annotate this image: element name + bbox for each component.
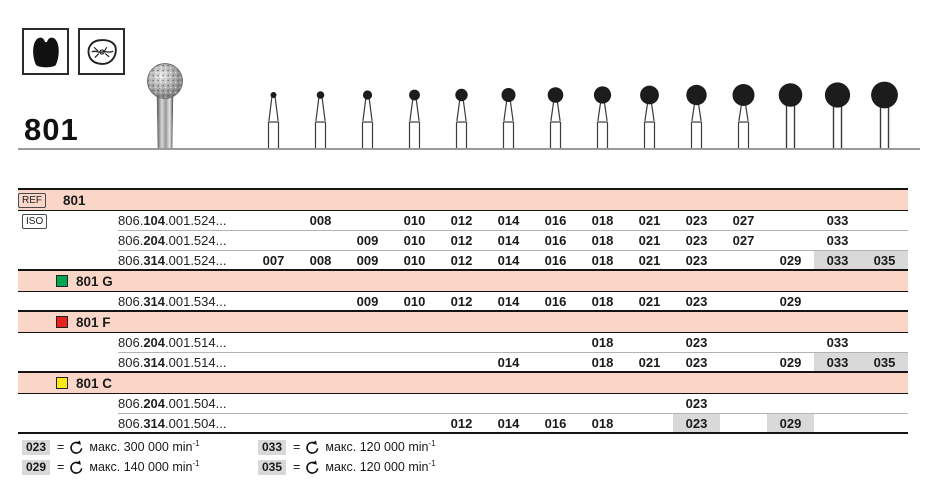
size-cell	[391, 353, 438, 371]
size-cell: 023	[685, 293, 708, 309]
size-cell: 016	[544, 293, 567, 309]
size-cell	[767, 211, 814, 231]
size-cell: 012	[450, 293, 473, 309]
iso-code-suffix: .001.504...	[165, 396, 227, 411]
iso-size-table	[18, 188, 908, 434]
row-label-cell	[18, 414, 118, 432]
size-cell	[720, 353, 767, 371]
iso-row	[18, 231, 908, 251]
iso-row	[18, 414, 908, 434]
size-cell: 009	[344, 231, 391, 251]
size-cell: 033	[814, 231, 861, 251]
iso-code-suffix: .001.524...	[165, 252, 227, 268]
color-code-square	[56, 316, 68, 328]
row-label-cell	[18, 333, 118, 353]
size-cell	[344, 394, 391, 414]
rotation-speed-icon	[69, 460, 84, 475]
iso-code	[118, 231, 250, 251]
size-cell	[626, 333, 673, 353]
size-cell	[532, 394, 579, 414]
size-cell: 018	[591, 293, 614, 309]
size-cell	[250, 353, 297, 371]
legend-text: макс. 120 000 $\min^{-1}$	[325, 439, 436, 455]
size-cell	[767, 394, 814, 414]
iso-row	[18, 353, 908, 373]
size-cell: 023	[673, 414, 720, 432]
size-cell	[297, 231, 344, 251]
size-cell: 012	[450, 252, 473, 268]
bur-silhouette-010	[391, 73, 438, 149]
iso-code-prefix: 806.	[118, 335, 144, 350]
rotation-speed-icon	[305, 440, 320, 455]
size-cell: 007	[262, 252, 285, 268]
size-cell: 008	[309, 252, 332, 268]
size-cell	[720, 292, 767, 310]
size-cell	[297, 394, 344, 414]
size-cell: 018	[591, 415, 614, 431]
rotation-speed-icon	[305, 460, 320, 475]
size-cell: 018	[591, 354, 614, 370]
size-cell	[767, 333, 814, 353]
iso-code-shank: 314	[143, 293, 166, 309]
size-cell: 008	[297, 211, 344, 231]
size-cell: 035	[861, 353, 908, 371]
size-cell	[485, 394, 532, 414]
size-cell: 014	[485, 231, 532, 251]
size-cell: 018	[579, 211, 626, 231]
size-cell	[438, 333, 485, 353]
legend-exponent: -1	[428, 459, 436, 469]
iso-code	[118, 353, 250, 371]
legend-size-badge: 035	[258, 460, 286, 475]
iso-code-shank: 314	[143, 252, 166, 268]
iso-code-prefix: 806.	[118, 293, 144, 309]
size-cell	[344, 353, 391, 371]
size-cell	[720, 251, 767, 269]
size-cell: 035	[861, 251, 908, 269]
size-cell: 010	[391, 231, 438, 251]
bur-photo-svg	[142, 54, 188, 149]
size-cell	[250, 231, 297, 251]
bur-photo	[142, 54, 188, 154]
legend-size-badge: 033	[258, 440, 286, 455]
size-cell: 021	[638, 293, 661, 309]
size-cell: 009	[356, 293, 379, 309]
equals-sign: =	[293, 440, 301, 454]
size-cell: 016	[532, 231, 579, 251]
iso-code-prefix: 806.	[118, 252, 144, 268]
bur-size-silhouettes	[250, 73, 908, 149]
size-cell	[861, 333, 908, 353]
bur-silhouette-008	[297, 73, 344, 149]
size-cell: 029	[779, 252, 802, 268]
family-number: 801	[63, 192, 86, 208]
iso-code-suffix: .001.514...	[165, 335, 227, 350]
size-cell	[579, 394, 626, 414]
size-cell	[626, 414, 673, 432]
iso-code-shank: 314	[143, 354, 166, 370]
tooth-crown-icon-svg	[27, 33, 65, 71]
color-code-square	[56, 377, 68, 389]
rotation-speed-icon	[69, 440, 84, 455]
iso-code-shank: 314	[143, 415, 166, 431]
size-cell	[814, 292, 861, 310]
size-cell	[861, 292, 908, 310]
size-cell: 029	[767, 414, 814, 432]
legend-text: макс. 300 000 $\min^{-1}$	[89, 439, 200, 455]
size-cell	[250, 211, 297, 231]
size-cell: 009	[356, 252, 379, 268]
size-cell	[720, 333, 767, 353]
size-cell	[720, 414, 767, 432]
bur-silhouette-007	[250, 73, 297, 149]
occlusal-surface-icon-svg	[83, 33, 121, 71]
size-cell: 016	[532, 211, 579, 231]
size-cell: 010	[403, 252, 426, 268]
iso-code	[118, 251, 250, 269]
size-cell: 029	[779, 354, 802, 370]
size-cell: 033	[814, 251, 861, 269]
equals-sign: =	[57, 440, 65, 454]
size-cell: 023	[673, 211, 720, 231]
legend-text: макс. 120 000 $\min^{-1}$	[325, 459, 436, 475]
bur-silhouette-012	[438, 73, 485, 149]
size-cell	[720, 394, 767, 414]
size-cell	[297, 353, 344, 371]
size-cell	[814, 394, 861, 414]
size-cell: 029	[779, 293, 802, 309]
legend-exponent: -1	[192, 439, 200, 449]
iso-code-suffix: .001.504...	[165, 415, 227, 431]
size-cell: 012	[450, 415, 473, 431]
size-cell: 033	[814, 211, 861, 231]
iso-code	[118, 292, 250, 310]
size-cell: 027	[720, 211, 767, 231]
size-cell	[861, 231, 908, 251]
legend-item	[258, 437, 436, 457]
size-cell: 021	[626, 211, 673, 231]
iso-code	[118, 211, 250, 231]
size-cell	[532, 333, 579, 353]
size-cell	[767, 231, 814, 251]
size-cell: 014	[497, 415, 520, 431]
size-cell: 023	[673, 394, 720, 414]
iso-code-prefix: 806.	[118, 396, 144, 411]
size-cell: 014	[497, 252, 520, 268]
size-cell: 033	[814, 353, 861, 371]
section-header-row	[18, 373, 908, 394]
size-cell: 014	[497, 293, 520, 309]
occlusal-surface-icon	[78, 28, 125, 75]
size-cell: 018	[579, 231, 626, 251]
legend-item	[22, 437, 258, 457]
iso-code-prefix: 806.	[118, 233, 144, 248]
legend-size-badge: 029	[22, 460, 50, 475]
row-label-cell	[18, 292, 118, 310]
legend-size-badge: 023	[22, 440, 50, 455]
bur-silhouette-033	[814, 73, 861, 149]
iso-code-shank: 204	[143, 335, 166, 350]
iso-code-prefix: 806.	[118, 213, 144, 228]
row-label-cell	[18, 353, 118, 371]
bur-silhouette-023	[673, 73, 720, 149]
legend-item	[22, 457, 258, 477]
bur-silhouette-029	[767, 73, 814, 149]
size-cell: 021	[638, 252, 661, 268]
iso-row	[18, 211, 908, 231]
bur-silhouette-016	[532, 73, 579, 149]
size-cell: 012	[438, 231, 485, 251]
section-label: 801 F	[76, 314, 111, 330]
size-cell: 023	[673, 231, 720, 251]
size-cell	[861, 394, 908, 414]
iso-code-suffix: .001.524...	[165, 233, 227, 248]
application-symbols	[22, 28, 125, 75]
iso-code-shank: 204	[143, 233, 166, 248]
size-cell	[532, 353, 579, 371]
size-cell	[626, 394, 673, 414]
size-cell: 027	[720, 231, 767, 251]
size-cell	[814, 414, 861, 432]
iso-tag: ISO	[22, 214, 47, 229]
size-cell	[438, 394, 485, 414]
iso-row	[18, 394, 908, 414]
legend-exponent: -1	[192, 459, 200, 469]
iso-row	[18, 333, 908, 353]
size-cell: 021	[638, 354, 661, 370]
section-label: 801 C	[76, 375, 113, 391]
bur-silhouette-027	[720, 73, 767, 149]
size-cell: 021	[626, 231, 673, 251]
iso-code-suffix: .001.514...	[165, 354, 227, 370]
size-cell	[250, 292, 297, 310]
iso-code-suffix: .001.534...	[165, 293, 227, 309]
color-code-square	[56, 275, 68, 287]
baseline-divider	[18, 148, 920, 150]
size-cell: 023	[673, 333, 720, 353]
section-header-row	[18, 312, 908, 333]
ref-row	[18, 190, 908, 211]
size-cell: 033	[814, 333, 861, 353]
size-cell	[297, 333, 344, 353]
size-cell: 018	[591, 252, 614, 268]
iso-row	[18, 251, 908, 271]
size-cell: 012	[438, 211, 485, 231]
iso-code-prefix: 806.	[118, 415, 144, 431]
iso-code-prefix: 806.	[118, 354, 144, 370]
size-cell: 023	[685, 354, 708, 370]
size-cell	[485, 333, 532, 353]
size-cell: 018	[579, 333, 626, 353]
size-cell	[297, 292, 344, 310]
legend-exponent: -1	[428, 439, 436, 449]
iso-code	[118, 333, 250, 353]
iso-code-suffix: .001.524...	[165, 213, 227, 228]
size-cell	[344, 414, 391, 432]
row-label-cell	[18, 251, 118, 269]
size-cell	[344, 211, 391, 231]
size-cell	[391, 333, 438, 353]
iso-code-shank: 204	[143, 396, 166, 411]
model-number: 801	[24, 112, 79, 147]
row-label-cell	[18, 231, 118, 251]
size-cell: 010	[391, 211, 438, 231]
size-cell	[861, 211, 908, 231]
iso-code	[118, 414, 250, 432]
section-header-row	[18, 271, 908, 292]
size-cell	[861, 414, 908, 432]
equals-sign: =	[293, 460, 301, 474]
size-cell	[438, 353, 485, 371]
ref-tag: REF	[18, 193, 46, 208]
size-cell: 010	[403, 293, 426, 309]
size-cell	[250, 333, 297, 353]
size-cell: 023	[685, 252, 708, 268]
legend-text: макс. 140 000 $\min^{-1}$	[89, 459, 200, 475]
size-cell: 014	[485, 211, 532, 231]
size-cell	[297, 414, 344, 432]
legend-item	[258, 457, 436, 477]
section-label: 801 G	[76, 273, 113, 289]
size-cell	[250, 394, 297, 414]
tooth-crown-icon	[22, 28, 69, 75]
row-label-cell	[18, 211, 118, 231]
speed-legend	[22, 437, 436, 477]
iso-code	[118, 394, 250, 414]
bur-silhouette-014	[485, 73, 532, 149]
size-cell	[391, 414, 438, 432]
row-label-cell	[18, 394, 118, 414]
iso-code-shank: 104	[143, 213, 166, 228]
bur-silhouette-035	[861, 73, 908, 149]
size-cell	[250, 414, 297, 432]
size-cell: 016	[544, 252, 567, 268]
size-cell	[391, 394, 438, 414]
size-cell: 016	[544, 415, 567, 431]
size-cell	[344, 333, 391, 353]
bur-silhouette-009	[344, 73, 391, 149]
iso-row	[18, 292, 908, 312]
bur-silhouette-018	[579, 73, 626, 149]
equals-sign: =	[57, 460, 65, 474]
size-cell: 014	[497, 354, 520, 370]
bur-silhouette-021	[626, 73, 673, 149]
